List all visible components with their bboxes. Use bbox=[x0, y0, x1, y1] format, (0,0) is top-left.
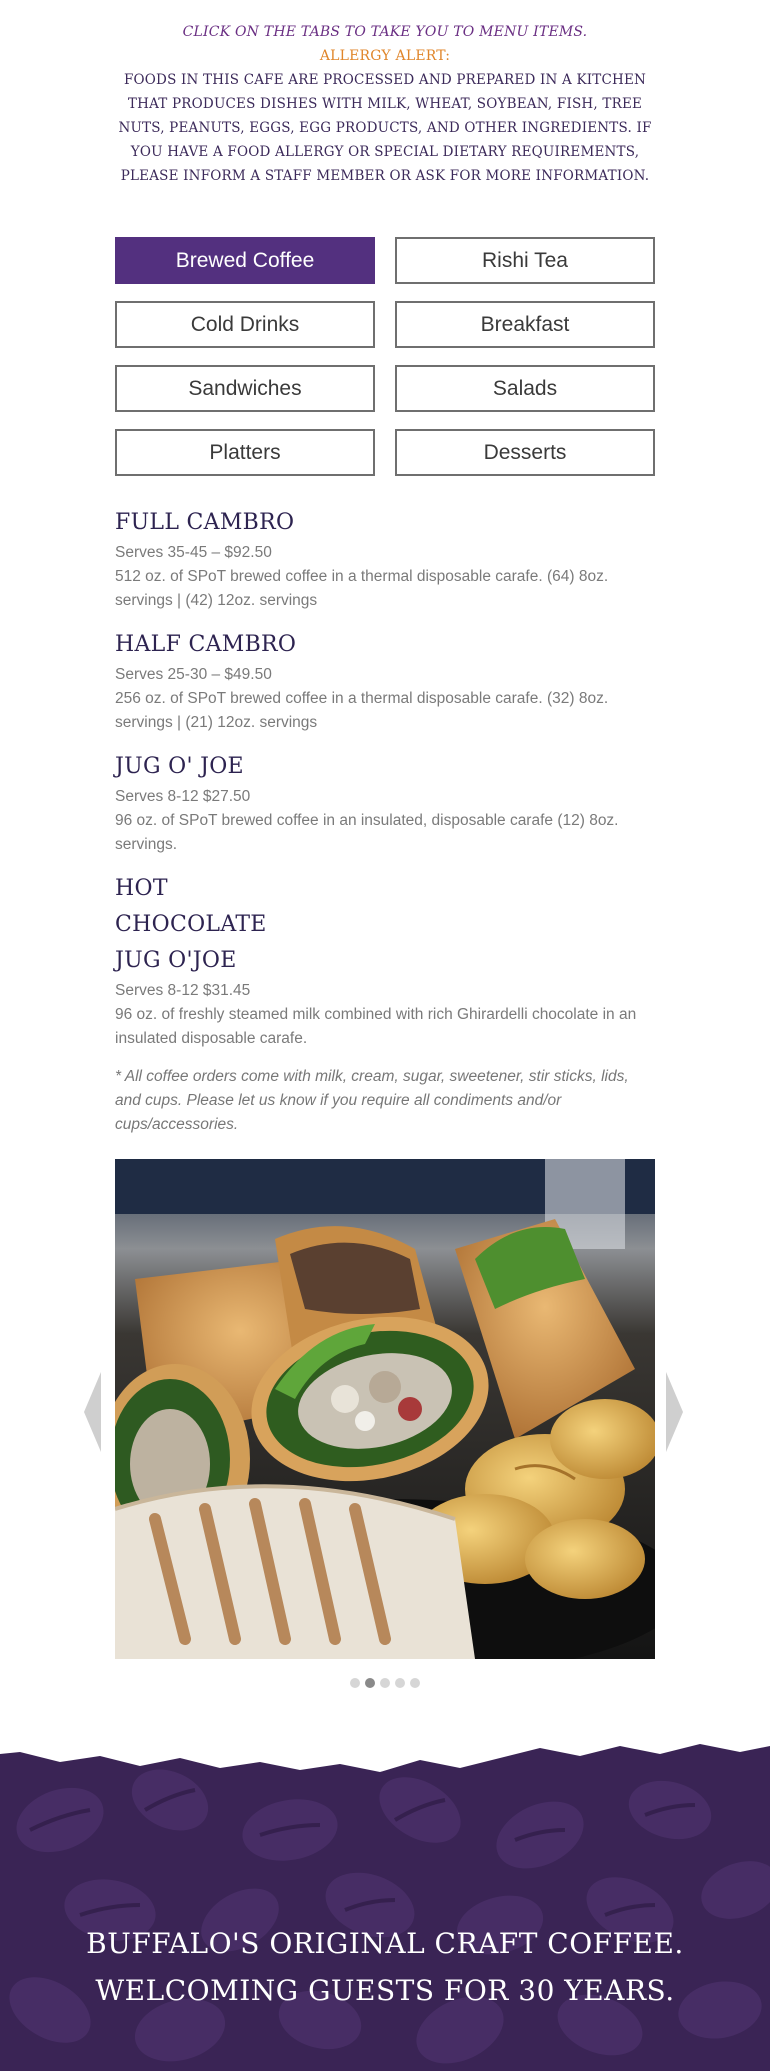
menu-item-description: 256 oz. of SPoT brewed coffee in a thermal disposable carafe. (32) 8oz. servings | (21) 12oz. servings bbox=[115, 690, 609, 731]
menu-item bbox=[115, 749, 655, 857]
condiments-note: * All coffee orders come with milk, cream, sugar, sweetener, stir sticks, lids, and cups. Please let us know if you require all condiments and/or cups/accessories. bbox=[115, 1068, 629, 1133]
menu-item-name bbox=[115, 871, 655, 979]
tab-rishi-tea[interactable]: Rishi Tea bbox=[395, 237, 655, 284]
menu-item-name-line: HOT bbox=[115, 876, 168, 901]
carousel-dot[interactable] bbox=[395, 1678, 405, 1688]
intro-notice bbox=[115, 20, 655, 188]
allergy-text: FOODS IN THIS CAFE ARE PROCESSED AND PREPARED IN A KITCHEN THAT PRODUCES DISHES WITH MILK, WHEAT, SOYBEAN, FISH, TREE NUTS, PEANUTS, EGGS, EGG PRODUCTS, AND OTHER INGREDIENTS. IF YOU HAVE A FOOD ALLERGY OR SPECIAL DIETARY REQUIREMENTS, PLEASE INFORM A STAFF MEMBER OR ASK FOR MORE INFORMATION. bbox=[118, 72, 652, 184]
menu-item-name-line: CHOCOLATE bbox=[115, 912, 267, 937]
menu-item-serves: Serves 35-45 – $92.50 bbox=[115, 544, 272, 561]
tab-brewed-coffee[interactable]: Brewed Coffee bbox=[115, 237, 375, 284]
menu-item-description: 96 oz. of SPoT brewed coffee in an insulated, disposable carafe (12) 8oz. servings. bbox=[115, 812, 619, 853]
menu-item-serves: Serves 25-30 – $49.50 bbox=[115, 666, 272, 683]
menu-item-serves: Serves 8-12 $31.45 bbox=[115, 982, 251, 999]
carousel-dot[interactable] bbox=[350, 1678, 360, 1688]
menu-item-name: FULL CAMBRO bbox=[115, 510, 295, 535]
carousel-dot-active[interactable] bbox=[365, 1678, 375, 1688]
menu-item-name: HALF CAMBRO bbox=[115, 632, 297, 657]
tabs-hint: CLICK ON THE TABS TO TAKE YOU TO MENU ITEMS. bbox=[182, 24, 588, 40]
allergy-title: ALLERGY ALERT: bbox=[319, 48, 451, 64]
tab-cold-drinks[interactable]: Cold Drinks bbox=[115, 301, 375, 348]
coffee-beans-background bbox=[0, 1740, 770, 2071]
photo-carousel[interactable] bbox=[115, 1159, 655, 1659]
tab-breakfast[interactable]: Breakfast bbox=[395, 301, 655, 348]
menu-item-name: JUG O' JOE bbox=[115, 754, 244, 779]
tab-platters[interactable]: Platters bbox=[115, 429, 375, 476]
wrap-sandwich-photo bbox=[115, 1159, 655, 1659]
carousel-prev-arrow[interactable] bbox=[84, 1372, 101, 1452]
carousel-dot[interactable] bbox=[410, 1678, 420, 1688]
carousel-dot[interactable] bbox=[380, 1678, 390, 1688]
tab-salads[interactable]: Salads bbox=[395, 365, 655, 412]
tab-desserts[interactable]: Desserts bbox=[395, 429, 655, 476]
footer-banner bbox=[0, 1740, 770, 2071]
footer-tagline-line2: WELCOMING GUESTS FOR 30 YEARS. bbox=[95, 1974, 675, 2007]
menu-item-serves: Serves 8-12 $27.50 bbox=[115, 788, 251, 805]
footer-tagline-line1: BUFFALO'S ORIGINAL CRAFT COFFEE. bbox=[86, 1927, 684, 1960]
menu-item bbox=[115, 871, 655, 1051]
menu-item-description: 96 oz. of freshly steamed milk combined with rich Ghirardelli chocolate in an insulated disposable carafe. bbox=[115, 1006, 637, 1047]
carousel-next-arrow[interactable] bbox=[666, 1372, 683, 1452]
menu-item-description: 512 oz. of SPoT brewed coffee in a thermal disposable carafe. (64) 8oz. servings | (42) 12oz. servings bbox=[115, 568, 609, 609]
menu-item bbox=[115, 505, 655, 613]
footer-tagline bbox=[0, 1920, 770, 2014]
carousel-dots bbox=[0, 1678, 770, 1688]
menu-tabs bbox=[115, 237, 655, 476]
menu-item-name-line: JUG O'JOE bbox=[115, 948, 237, 973]
menu-list bbox=[115, 505, 655, 1137]
menu-item bbox=[115, 627, 655, 735]
tab-sandwiches[interactable]: Sandwiches bbox=[115, 365, 375, 412]
